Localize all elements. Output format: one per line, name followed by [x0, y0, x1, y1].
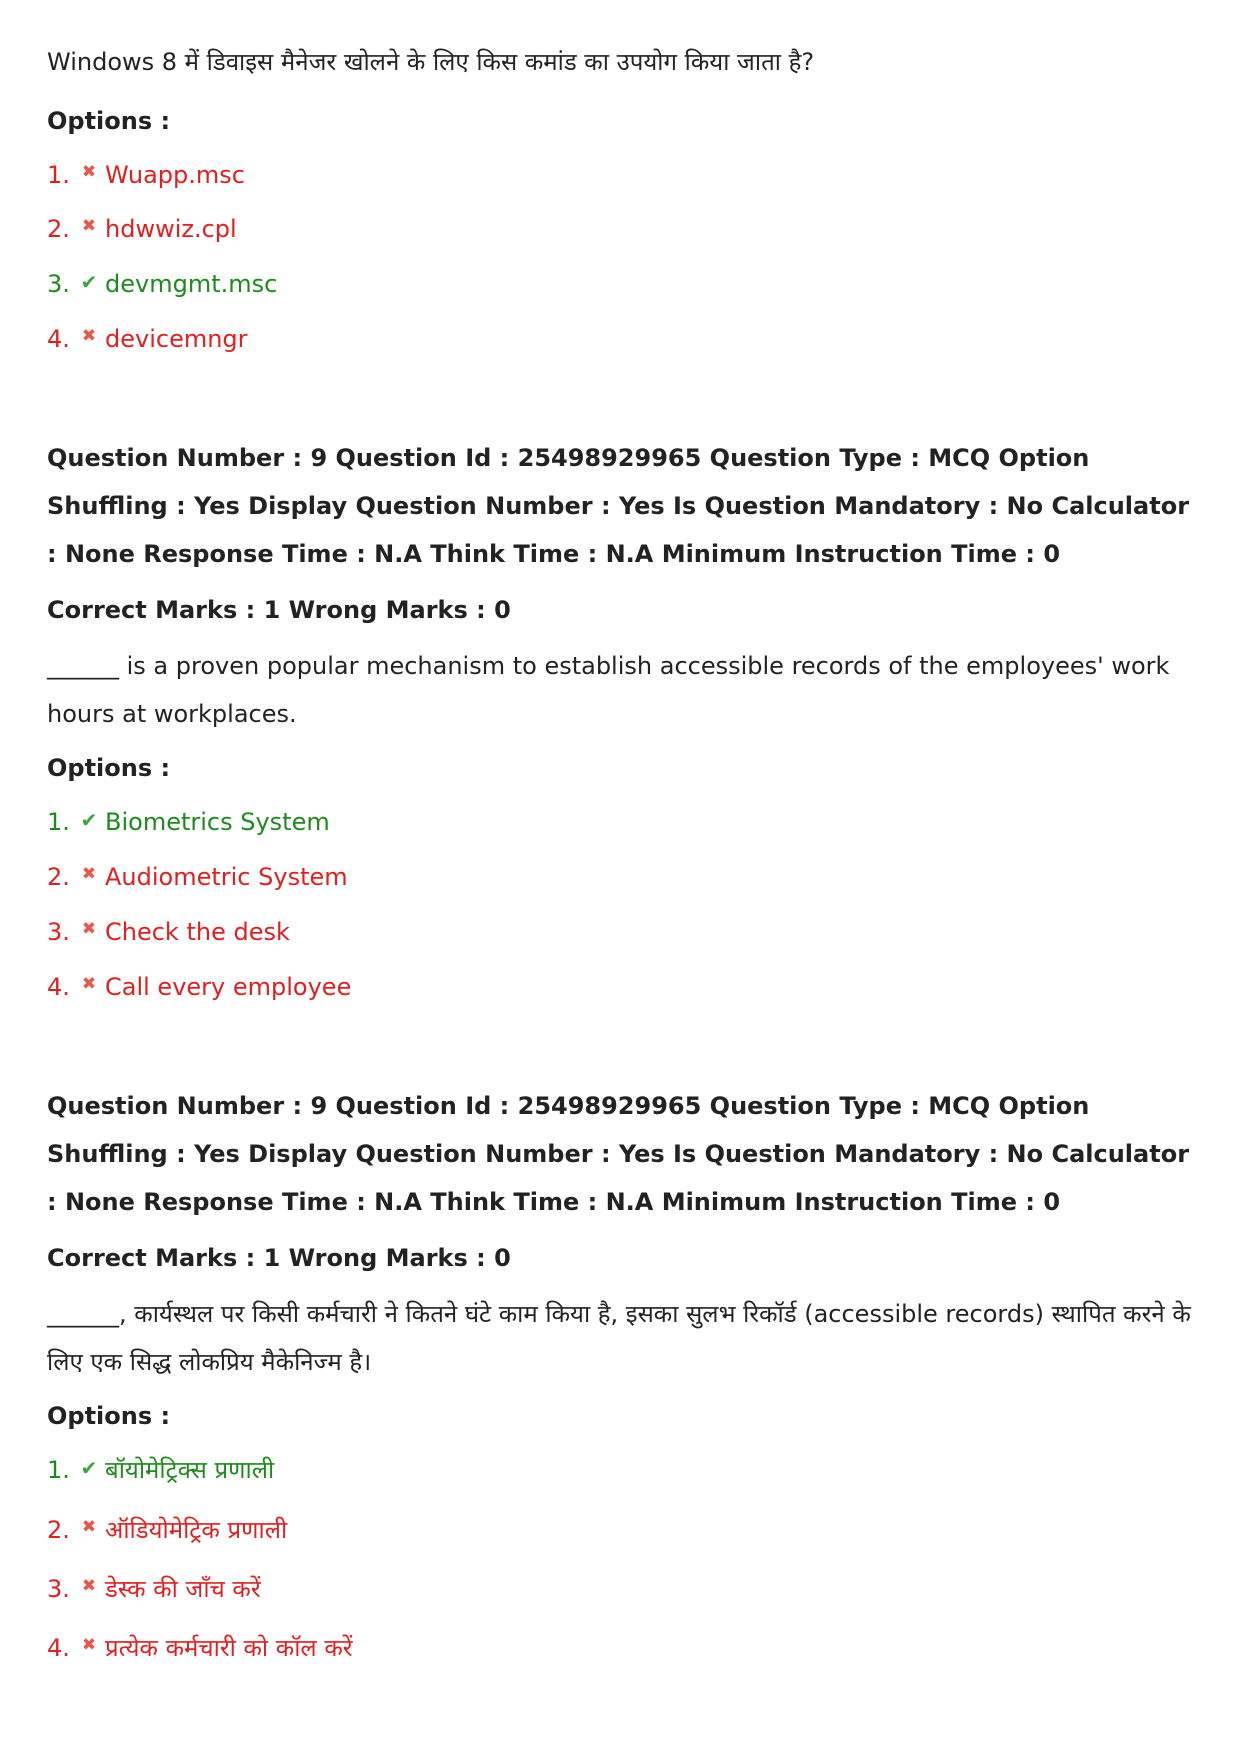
option-item — [47, 861, 348, 893]
options-label: Options : — [47, 754, 171, 782]
option-label: Call every employee — [105, 973, 352, 1001]
question-text: ______ is a proven popular mechanism to establish accessible records of the employees' work hours at workplaces. — [47, 652, 1170, 728]
check-mark-icon: ✔ — [80, 270, 98, 294]
option-number: 1. — [47, 808, 70, 836]
option-item — [47, 1573, 261, 1605]
option-label: ऑडियोमेट्रिक प्रणाली — [105, 1516, 288, 1544]
cross-mark-icon: ✖ — [81, 1576, 97, 1596]
option-number: 1. — [47, 161, 70, 189]
option-item — [47, 1454, 274, 1486]
option-number: 3. — [47, 270, 70, 298]
option-number: 2. — [47, 215, 70, 243]
option-item — [47, 916, 290, 948]
option-item — [47, 806, 330, 838]
option-number: 2. — [47, 863, 70, 891]
cross-mark-icon: ✖ — [81, 974, 97, 994]
option-number: 3. — [47, 1575, 70, 1603]
option-item — [47, 1514, 287, 1546]
option-number: 4. — [47, 973, 70, 1001]
options-label: Options : — [47, 107, 171, 135]
cross-mark-icon: ✖ — [81, 919, 97, 939]
question-metadata: Question Number : 9 Question Id : 25498929965 Question Type : MCQ Option Shuffling : Yes Display Question Number : Yes Is Question Mandatory : No Calculator : None Response Time : N.A Think Time : N.A Minimum Instruction Time : 0 — [47, 1092, 1190, 1216]
option-item — [47, 1632, 353, 1664]
marks-info: Correct Marks : 1 Wrong Marks : 0 — [47, 596, 511, 624]
option-item — [47, 971, 351, 1003]
option-number: 4. — [47, 325, 70, 353]
cross-mark-icon: ✖ — [81, 1517, 97, 1537]
option-item — [47, 213, 237, 245]
option-number: 1. — [47, 1456, 70, 1484]
option-number: 2. — [47, 1516, 70, 1544]
option-label: hdwwiz.cpl — [105, 215, 237, 243]
cross-mark-icon: ✖ — [81, 864, 97, 884]
cross-mark-icon: ✖ — [81, 1635, 97, 1655]
check-mark-icon: ✔ — [80, 808, 98, 832]
option-label: Wuapp.msc — [105, 161, 245, 189]
question-text: ______, कार्यस्थल पर किसी कर्मचारी ने कितने घंटे काम किया है, इसका सुलभ रिकॉर्ड (accessible records) स्थापित करने के लिए एक सिद्ध लोकप्रिय मैकेनिज्म है। — [47, 1300, 1191, 1376]
option-item — [47, 159, 245, 191]
cross-mark-icon: ✖ — [81, 162, 97, 182]
options-label: Options : — [47, 1402, 171, 1430]
option-item — [47, 323, 248, 355]
option-label: devicemngr — [105, 325, 248, 353]
option-label: devmgmt.msc — [105, 270, 278, 298]
option-number: 4. — [47, 1634, 70, 1662]
cross-mark-icon: ✖ — [81, 326, 97, 346]
option-label: Audiometric System — [105, 863, 348, 891]
question-text: Windows 8 में डिवाइस मैनेजर खोलने के लिए किस कमांड का उपयोग किया जाता है? — [47, 48, 815, 76]
marks-info: Correct Marks : 1 Wrong Marks : 0 — [47, 1244, 511, 1272]
option-label: प्रत्येक कर्मचारी को कॉल करें — [105, 1634, 353, 1662]
option-item — [47, 268, 277, 300]
question-metadata: Question Number : 9 Question Id : 25498929965 Question Type : MCQ Option Shuffling : Yes Display Question Number : Yes Is Question Mandatory : No Calculator : None Response Time : N.A Think Time : N.A Minimum Instruction Time : 0 — [47, 444, 1190, 568]
option-label: डेस्क की जाँच करें — [105, 1575, 261, 1603]
option-label: Check the desk — [105, 918, 290, 946]
cross-mark-icon: ✖ — [81, 216, 97, 236]
option-label: Biometrics System — [105, 808, 330, 836]
option-number: 3. — [47, 918, 70, 946]
option-label: बॉयोमेट्रिक्स प्रणाली — [105, 1456, 275, 1484]
check-mark-icon: ✔ — [80, 1456, 98, 1480]
